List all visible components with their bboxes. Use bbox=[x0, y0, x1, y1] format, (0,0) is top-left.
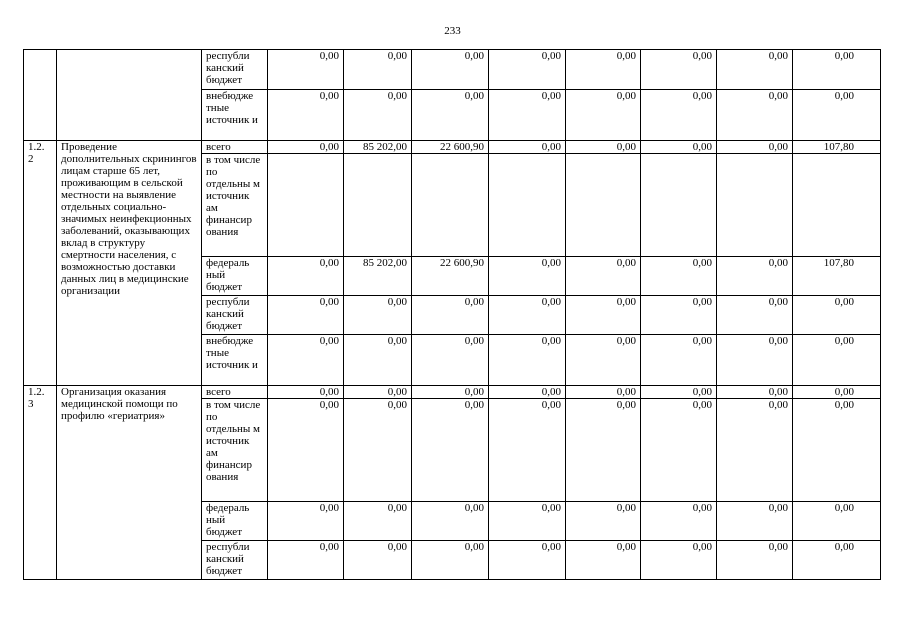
value-cell: 0,00 bbox=[344, 90, 412, 141]
value-cell: 0,00 bbox=[641, 50, 717, 90]
value-cell: 0,00 bbox=[344, 50, 412, 90]
value-cell: 0,00 bbox=[717, 399, 793, 502]
value-cell bbox=[489, 154, 566, 257]
value-cell: 0,00 bbox=[268, 502, 344, 541]
value-cell: 0,00 bbox=[412, 399, 489, 502]
value-cell: 0,00 bbox=[566, 399, 641, 502]
value-cell: 0,00 bbox=[344, 386, 412, 399]
value-cell: 0,00 bbox=[412, 541, 489, 580]
value-cell: 0,00 bbox=[566, 335, 641, 386]
value-cell: 85 202,00 bbox=[344, 257, 412, 296]
value-cell: 0,00 bbox=[489, 399, 566, 502]
value-cell: 0,00 bbox=[641, 502, 717, 541]
value-cell: 0,00 bbox=[641, 90, 717, 141]
value-cell: 0,00 bbox=[717, 296, 793, 335]
budget-table bbox=[23, 49, 881, 580]
value-cell: 0,00 bbox=[566, 141, 641, 154]
value-cell: 0,00 bbox=[489, 50, 566, 90]
measure-name-cell: Проведение дополнительных скринингов лицам старше 65 лет, проживающим в сельской местности на выявление отдельных социально-значимых неинфекционных заболеваний, оказывающих вклад в структуру смертности населения, с возможностью доставки данных лиц в медицинские организации bbox=[57, 141, 202, 386]
value-cell: 0,00 bbox=[489, 296, 566, 335]
value-cell: 0,00 bbox=[489, 502, 566, 541]
value-cell: 0,00 bbox=[793, 50, 881, 90]
value-cell: 0,00 bbox=[793, 90, 881, 141]
value-cell bbox=[717, 154, 793, 257]
source-cell: внебюдже тные источник и bbox=[202, 335, 268, 386]
value-cell bbox=[412, 154, 489, 257]
value-cell: 0,00 bbox=[489, 141, 566, 154]
value-cell: 0,00 bbox=[566, 50, 641, 90]
measure-name-cell bbox=[57, 50, 202, 141]
page-number: 233 bbox=[444, 25, 461, 37]
value-cell: 0,00 bbox=[412, 386, 489, 399]
code-cell: 1.2. 3 bbox=[24, 386, 57, 580]
table-row bbox=[24, 386, 881, 399]
value-cell: 0,00 bbox=[717, 50, 793, 90]
value-cell: 0,00 bbox=[566, 296, 641, 335]
value-cell: 0,00 bbox=[489, 541, 566, 580]
value-cell: 0,00 bbox=[344, 541, 412, 580]
source-cell: республи канский бюджет bbox=[202, 296, 268, 335]
value-cell bbox=[566, 154, 641, 257]
value-cell: 0,00 bbox=[566, 541, 641, 580]
value-cell: 0,00 bbox=[717, 257, 793, 296]
value-cell: 0,00 bbox=[268, 90, 344, 141]
value-cell: 22 600,90 bbox=[412, 257, 489, 296]
source-cell: республи канский бюджет bbox=[202, 50, 268, 90]
source-cell: в том числе по отдельны м источник ам финансир ования bbox=[202, 399, 268, 502]
value-cell: 0,00 bbox=[717, 502, 793, 541]
value-cell: 0,00 bbox=[793, 399, 881, 502]
value-cell: 0,00 bbox=[489, 90, 566, 141]
source-cell: всего bbox=[202, 141, 268, 154]
value-cell: 0,00 bbox=[641, 257, 717, 296]
value-cell: 0,00 bbox=[489, 257, 566, 296]
source-cell: федераль ный бюджет bbox=[202, 257, 268, 296]
value-cell: 0,00 bbox=[344, 335, 412, 386]
table-row bbox=[24, 141, 881, 154]
value-cell: 0,00 bbox=[793, 541, 881, 580]
value-cell: 0,00 bbox=[268, 257, 344, 296]
value-cell: 0,00 bbox=[717, 541, 793, 580]
value-cell: 0,00 bbox=[793, 386, 881, 399]
value-cell bbox=[344, 154, 412, 257]
value-cell: 0,00 bbox=[641, 541, 717, 580]
value-cell: 0,00 bbox=[268, 141, 344, 154]
table-row bbox=[24, 50, 881, 90]
value-cell: 0,00 bbox=[641, 335, 717, 386]
source-cell: федераль ный бюджет bbox=[202, 502, 268, 541]
value-cell: 107,80 bbox=[793, 141, 881, 154]
value-cell: 0,00 bbox=[412, 335, 489, 386]
value-cell: 22 600,90 bbox=[412, 141, 489, 154]
value-cell: 0,00 bbox=[566, 257, 641, 296]
value-cell: 0,00 bbox=[268, 296, 344, 335]
value-cell: 107,80 bbox=[793, 257, 881, 296]
value-cell: 0,00 bbox=[717, 386, 793, 399]
value-cell: 0,00 bbox=[717, 335, 793, 386]
value-cell: 0,00 bbox=[717, 90, 793, 141]
value-cell: 0,00 bbox=[641, 141, 717, 154]
value-cell bbox=[268, 154, 344, 257]
value-cell: 0,00 bbox=[717, 141, 793, 154]
value-cell: 0,00 bbox=[793, 502, 881, 541]
value-cell: 0,00 bbox=[641, 296, 717, 335]
value-cell: 0,00 bbox=[412, 50, 489, 90]
value-cell: 0,00 bbox=[344, 399, 412, 502]
value-cell bbox=[641, 154, 717, 257]
value-cell: 0,00 bbox=[412, 296, 489, 335]
code-cell: 1.2. 2 bbox=[24, 141, 57, 386]
value-cell: 0,00 bbox=[268, 50, 344, 90]
value-cell: 0,00 bbox=[641, 386, 717, 399]
value-cell: 0,00 bbox=[566, 386, 641, 399]
value-cell: 0,00 bbox=[344, 296, 412, 335]
code-cell bbox=[24, 50, 57, 141]
value-cell: 0,00 bbox=[344, 502, 412, 541]
source-cell: республи канский бюджет bbox=[202, 541, 268, 580]
value-cell: 0,00 bbox=[489, 335, 566, 386]
value-cell: 0,00 bbox=[566, 502, 641, 541]
value-cell bbox=[793, 154, 881, 257]
value-cell: 0,00 bbox=[268, 386, 344, 399]
value-cell: 0,00 bbox=[793, 296, 881, 335]
value-cell: 0,00 bbox=[566, 90, 641, 141]
source-cell: в том числе по отдельны м источник ам финансир ования bbox=[202, 154, 268, 257]
measure-name-cell: Организация оказания медицинской помощи по профилю «гериатрия» bbox=[57, 386, 202, 580]
value-cell: 0,00 bbox=[793, 335, 881, 386]
value-cell: 0,00 bbox=[268, 335, 344, 386]
source-cell: внебюдже тные источник и bbox=[202, 90, 268, 141]
value-cell: 0,00 bbox=[489, 386, 566, 399]
value-cell: 0,00 bbox=[412, 90, 489, 141]
value-cell: 0,00 bbox=[641, 399, 717, 502]
value-cell: 85 202,00 bbox=[344, 141, 412, 154]
value-cell: 0,00 bbox=[412, 502, 489, 541]
value-cell: 0,00 bbox=[268, 399, 344, 502]
value-cell: 0,00 bbox=[268, 541, 344, 580]
source-cell: всего bbox=[202, 386, 268, 399]
